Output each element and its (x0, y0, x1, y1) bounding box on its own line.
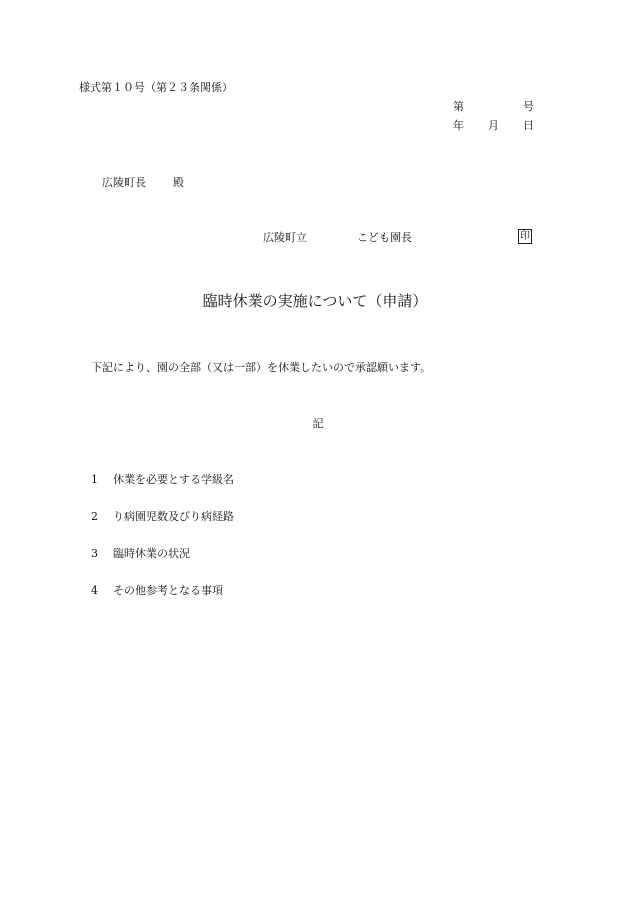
form-number: 様式第１０号（第２３条関係） (79, 81, 233, 94)
list-item-label: その他参考となる事項 (113, 584, 223, 597)
list-item (91, 474, 234, 485)
list-item (91, 511, 234, 522)
list-item-number: 1 (91, 473, 98, 486)
list-item-number: 2 (91, 510, 98, 523)
list-item-label: 臨時休業の状況 (113, 547, 190, 560)
list-item-number: 4 (91, 584, 98, 597)
addressee-honorific: 殿 (173, 176, 184, 189)
list-item-number: 3 (91, 547, 98, 560)
sender-title: こども園長 (357, 231, 412, 244)
list-item (91, 585, 223, 596)
addressee-name: 広陵町長 (102, 176, 146, 189)
list-item (91, 548, 190, 559)
document-number-suffix: 号 (523, 100, 534, 113)
sender-organization: 広陵町立 (263, 231, 307, 244)
date-year-label: 年 (453, 119, 464, 132)
ki-heading: 記 (312, 417, 324, 430)
intro-text: 下記により、園の全部（又は一部）を休業したいので承認願います。 (91, 361, 432, 374)
seal-mark: 印 (518, 229, 532, 244)
list-item-label: り病園児数及びり病経路 (113, 510, 234, 523)
document-title: 臨時休業の実施について（申請） (202, 292, 428, 310)
date-day-label: 日 (523, 119, 534, 132)
list-item-label: 休業を必要とする学級名 (113, 473, 234, 486)
date-month-label: 月 (488, 119, 499, 132)
document-number-label: 第 (453, 100, 464, 113)
